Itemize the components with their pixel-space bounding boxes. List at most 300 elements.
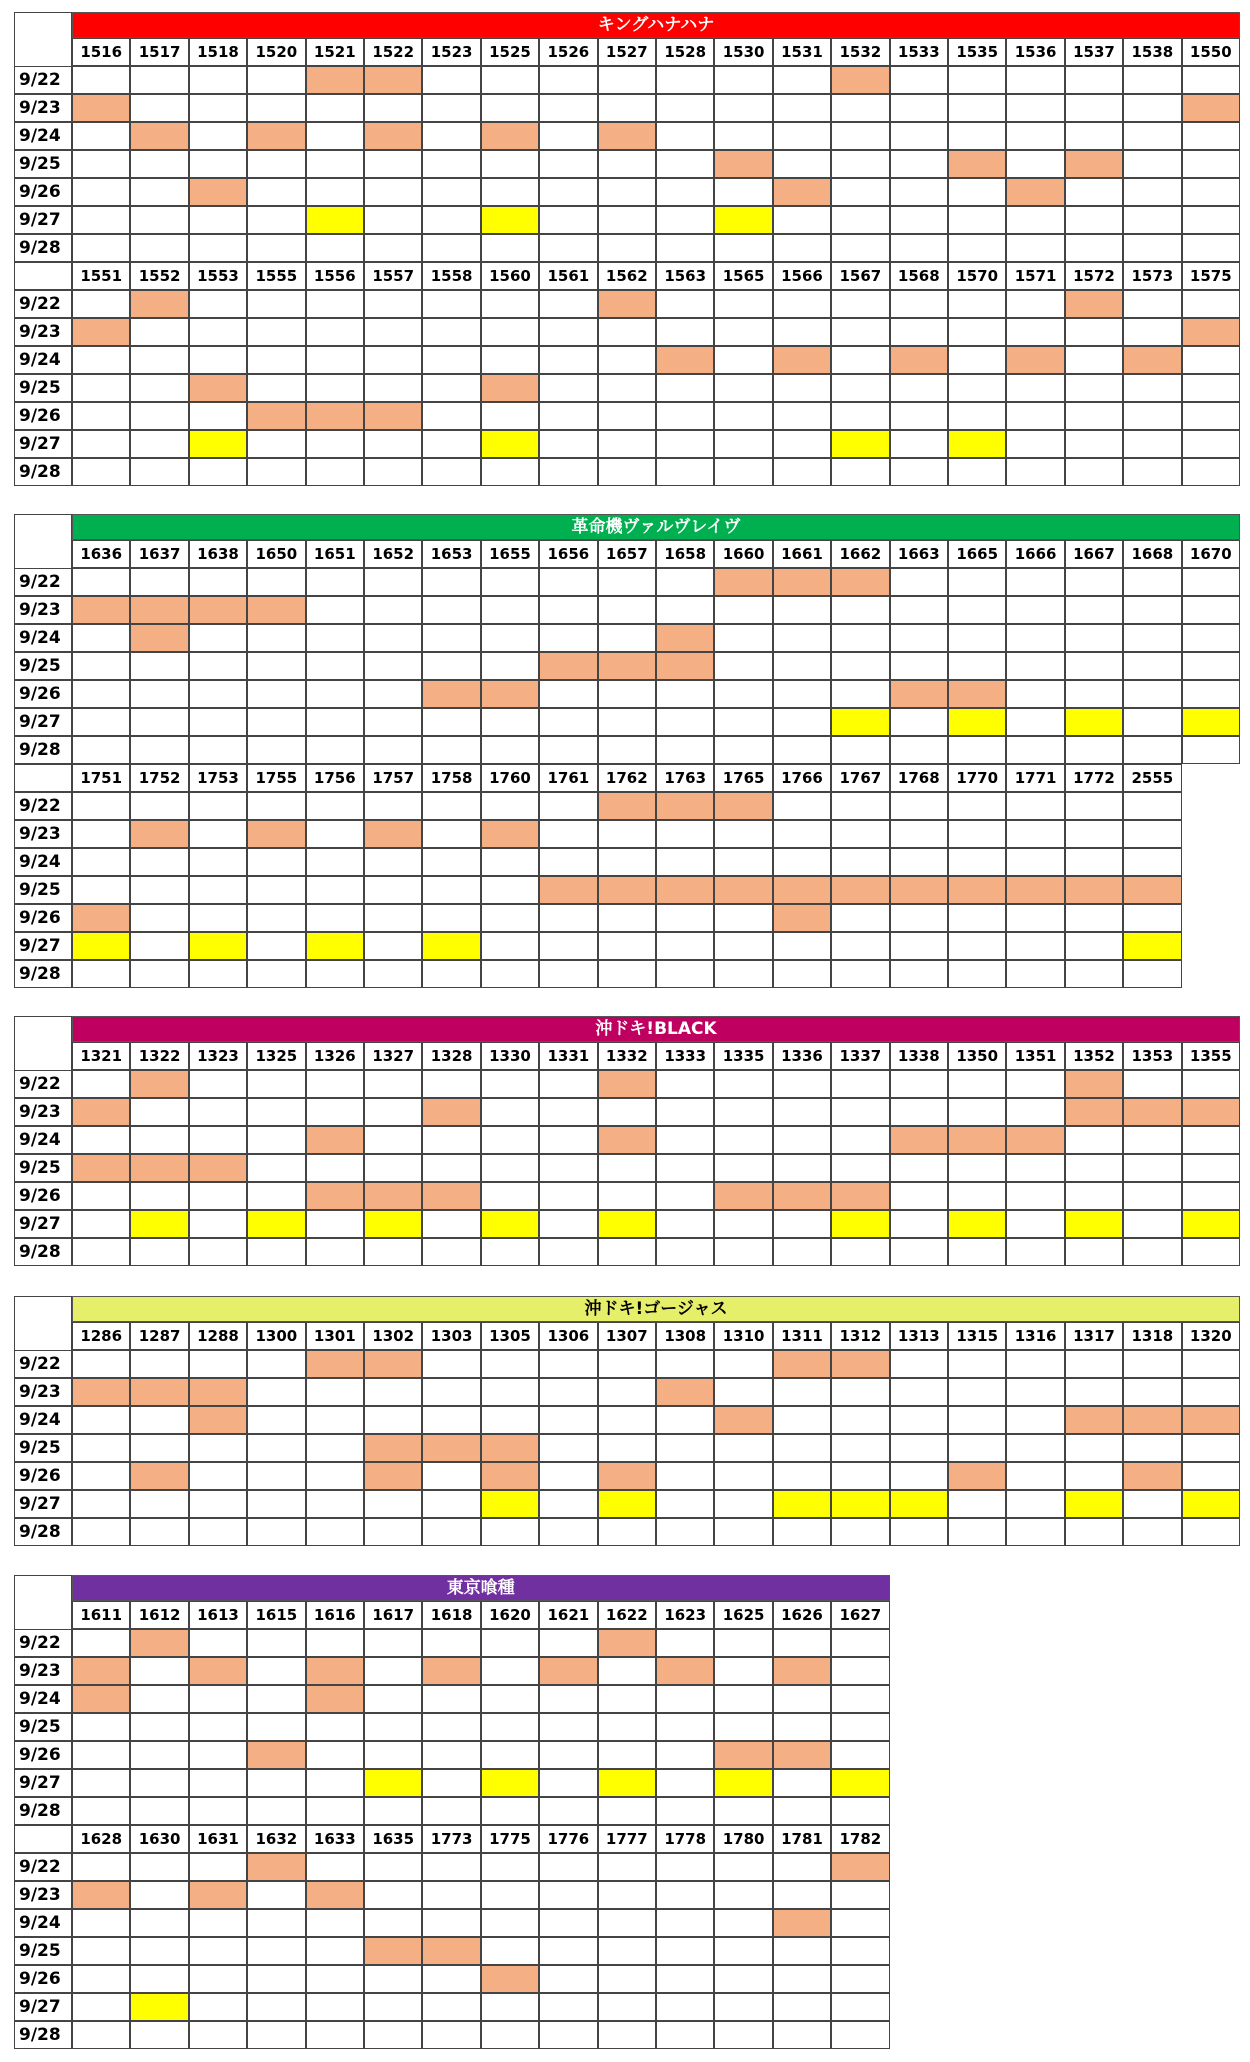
schedule-cell-salmon xyxy=(306,1350,364,1378)
schedule-cell xyxy=(189,652,247,680)
machine-number-header: 1616 xyxy=(306,1601,364,1629)
schedule-cell xyxy=(306,1797,364,1825)
schedule-cell xyxy=(1182,374,1240,402)
schedule-cell xyxy=(1065,122,1123,150)
schedule-cell xyxy=(306,624,364,652)
schedule-cell xyxy=(72,568,130,596)
schedule-cell xyxy=(422,1126,480,1154)
schedule-cell-salmon xyxy=(1123,1462,1181,1490)
schedule-cell xyxy=(598,1937,656,1965)
schedule-cell xyxy=(72,876,130,904)
schedule-cell xyxy=(481,904,539,932)
schedule-cell xyxy=(948,290,1006,318)
schedule-cell xyxy=(364,1685,422,1713)
schedule-cell xyxy=(306,960,364,988)
schedule-cell-salmon xyxy=(422,1434,480,1462)
schedule-cell xyxy=(1065,932,1123,960)
schedule-cell xyxy=(773,94,831,122)
schedule-cell xyxy=(890,94,948,122)
schedule-cell xyxy=(189,1769,247,1797)
schedule-cell xyxy=(72,1713,130,1741)
machine-number-header: 1323 xyxy=(189,1042,247,1070)
schedule-cell xyxy=(481,848,539,876)
schedule-cell xyxy=(656,932,714,960)
schedule-cell xyxy=(422,122,480,150)
machine-number-header: 1666 xyxy=(1006,540,1064,568)
schedule-cell xyxy=(539,430,597,458)
schedule-cell xyxy=(72,792,130,820)
schedule-cell xyxy=(422,1853,480,1881)
schedule-cell xyxy=(598,932,656,960)
schedule-cell-salmon xyxy=(1006,178,1064,206)
schedule-cell xyxy=(831,234,889,262)
schedule-cell xyxy=(130,66,188,94)
corner-cell xyxy=(14,1296,72,1351)
schedule-cell-salmon xyxy=(598,1070,656,1098)
schedule-cell xyxy=(1182,150,1240,178)
schedule-cell xyxy=(1006,680,1064,708)
schedule-cell xyxy=(656,234,714,262)
schedule-cell-salmon xyxy=(598,1126,656,1154)
schedule-cell-salmon xyxy=(831,1350,889,1378)
schedule-cell xyxy=(1065,1238,1123,1266)
schedule-cell xyxy=(247,2021,305,2049)
schedule-cell xyxy=(598,1881,656,1909)
corner-cell xyxy=(14,514,72,569)
schedule-cell-yellow xyxy=(130,1993,188,2021)
corner-cell xyxy=(14,1575,72,1630)
schedule-cell xyxy=(247,1154,305,1182)
schedule-cell xyxy=(189,1518,247,1546)
schedule-cell xyxy=(656,1098,714,1126)
schedule-cell xyxy=(948,346,1006,374)
schedule-cell xyxy=(481,876,539,904)
schedule-cell xyxy=(831,206,889,234)
schedule-cell xyxy=(306,1993,364,2021)
schedule-cell xyxy=(1123,1070,1181,1098)
date-label: 9/27 xyxy=(14,932,72,960)
schedule-cell xyxy=(481,736,539,764)
schedule-cell xyxy=(130,94,188,122)
schedule-cell xyxy=(72,1350,130,1378)
schedule-cell xyxy=(481,94,539,122)
machine-number-header: 1555 xyxy=(247,262,305,290)
schedule-cell xyxy=(130,932,188,960)
schedule-cell xyxy=(481,1853,539,1881)
machine-number-header: 1668 xyxy=(1123,540,1181,568)
schedule-cell xyxy=(656,122,714,150)
schedule-cell xyxy=(1123,680,1181,708)
schedule-cell xyxy=(1182,122,1240,150)
schedule-cell xyxy=(481,402,539,430)
schedule-cell xyxy=(656,178,714,206)
machine-number-header: 1327 xyxy=(364,1042,422,1070)
machine-number-header: 1758 xyxy=(422,764,480,792)
schedule-cell xyxy=(130,430,188,458)
schedule-cell xyxy=(422,1070,480,1098)
schedule-cell xyxy=(890,708,948,736)
schedule-cell xyxy=(422,150,480,178)
schedule-cell xyxy=(1182,430,1240,458)
schedule-cell xyxy=(422,1881,480,1909)
schedule-cell xyxy=(773,206,831,234)
date-label: 9/25 xyxy=(14,1154,72,1182)
schedule-cell-salmon xyxy=(1065,1070,1123,1098)
schedule-cell xyxy=(831,1741,889,1769)
machine-number-header: 1558 xyxy=(422,262,480,290)
date-label: 9/27 xyxy=(14,1210,72,1238)
schedule-cell xyxy=(364,1909,422,1937)
schedule-cell-salmon xyxy=(656,346,714,374)
schedule-cell xyxy=(130,374,188,402)
schedule-cell xyxy=(1006,1378,1064,1406)
schedule-cell-salmon xyxy=(306,1182,364,1210)
schedule-cell xyxy=(656,960,714,988)
machine-number-header: 1752 xyxy=(130,764,188,792)
schedule-cell xyxy=(247,346,305,374)
schedule-cell xyxy=(1182,1238,1240,1266)
schedule-cell xyxy=(306,596,364,624)
schedule-cell-salmon xyxy=(773,1657,831,1685)
schedule-cell xyxy=(1182,652,1240,680)
schedule-cell xyxy=(422,792,480,820)
machine-number-header: 1532 xyxy=(831,38,889,66)
date-label: 9/28 xyxy=(14,234,72,262)
schedule-cell xyxy=(1123,430,1181,458)
date-label: 9/23 xyxy=(14,94,72,122)
schedule-cell xyxy=(831,792,889,820)
schedule-cell xyxy=(306,150,364,178)
schedule-cell xyxy=(1182,234,1240,262)
schedule-cell xyxy=(656,1769,714,1797)
schedule-cell-yellow xyxy=(598,1490,656,1518)
schedule-cell xyxy=(1006,402,1064,430)
schedule-cell xyxy=(72,458,130,486)
machine-number-header: 1627 xyxy=(831,1601,889,1629)
schedule-cell xyxy=(247,94,305,122)
date-label: 9/28 xyxy=(14,1238,72,1266)
schedule-cell xyxy=(890,820,948,848)
schedule-cell xyxy=(422,402,480,430)
schedule-cell-yellow xyxy=(1123,932,1181,960)
date-label: 9/26 xyxy=(14,178,72,206)
schedule-cell xyxy=(364,792,422,820)
schedule-cell xyxy=(306,1853,364,1881)
schedule-cell xyxy=(1065,234,1123,262)
machine-number-header: 1567 xyxy=(831,262,889,290)
schedule-cell xyxy=(539,624,597,652)
machine-number-header: 1652 xyxy=(364,540,422,568)
schedule-cell xyxy=(72,1629,130,1657)
schedule-cell xyxy=(1006,960,1064,988)
machine-number-header: 1535 xyxy=(948,38,1006,66)
schedule-cell xyxy=(773,1881,831,1909)
schedule-cell xyxy=(72,1490,130,1518)
schedule-cell xyxy=(1065,1518,1123,1546)
schedule-cell xyxy=(130,708,188,736)
schedule-cell xyxy=(773,1853,831,1881)
schedule-cell xyxy=(656,318,714,346)
schedule-cell xyxy=(72,708,130,736)
schedule-cell xyxy=(189,2021,247,2049)
schedule-cell xyxy=(773,1378,831,1406)
schedule-cell xyxy=(72,1853,130,1881)
date-label: 9/27 xyxy=(14,708,72,736)
schedule-cell xyxy=(189,1070,247,1098)
schedule-cell xyxy=(364,596,422,624)
schedule-cell-salmon xyxy=(247,596,305,624)
schedule-cell xyxy=(890,848,948,876)
schedule-cell-salmon xyxy=(773,346,831,374)
schedule-cell xyxy=(656,66,714,94)
schedule-cell xyxy=(130,568,188,596)
schedule-cell-yellow xyxy=(306,206,364,234)
schedule-cell xyxy=(72,1909,130,1937)
schedule-cell xyxy=(306,708,364,736)
schedule-cell xyxy=(773,1070,831,1098)
schedule-cell xyxy=(72,680,130,708)
schedule-cell-yellow xyxy=(364,1769,422,1797)
schedule-cell-salmon xyxy=(481,1462,539,1490)
schedule-cell xyxy=(1065,318,1123,346)
schedule-cell-salmon xyxy=(72,94,130,122)
schedule-cell xyxy=(656,430,714,458)
schedule-cell xyxy=(714,1154,772,1182)
schedule-cell xyxy=(72,1965,130,1993)
schedule-cell xyxy=(1006,122,1064,150)
schedule-cell xyxy=(247,652,305,680)
schedule-cell xyxy=(247,1881,305,1909)
schedule-cell-salmon xyxy=(598,122,656,150)
machine-number-header: 1552 xyxy=(130,262,188,290)
schedule-cell xyxy=(130,1098,188,1126)
schedule-cell xyxy=(306,234,364,262)
schedule-cell xyxy=(539,1685,597,1713)
schedule-cell xyxy=(1006,318,1064,346)
schedule-cell xyxy=(714,1350,772,1378)
schedule-cell xyxy=(306,1965,364,1993)
schedule-cell xyxy=(948,402,1006,430)
schedule-cell xyxy=(1182,66,1240,94)
schedule-cell xyxy=(773,680,831,708)
schedule-cell xyxy=(714,1518,772,1546)
schedule-cell-salmon xyxy=(364,1434,422,1462)
machine-number-header: 1762 xyxy=(598,764,656,792)
schedule-cell xyxy=(948,374,1006,402)
schedule-cell xyxy=(364,1881,422,1909)
schedule-cell-salmon xyxy=(247,122,305,150)
schedule-cell xyxy=(948,960,1006,988)
schedule-cell xyxy=(831,290,889,318)
schedule-cell xyxy=(539,680,597,708)
schedule-cell xyxy=(481,1685,539,1713)
schedule-cell xyxy=(656,708,714,736)
machine-number-header: 1307 xyxy=(598,1322,656,1350)
schedule-cell xyxy=(831,1629,889,1657)
section-title: 沖ドキ!ゴージャス xyxy=(72,1296,1240,1322)
schedule-cell xyxy=(714,1993,772,2021)
schedule-cell xyxy=(130,1657,188,1685)
schedule-cell xyxy=(306,1713,364,1741)
schedule-cell xyxy=(598,206,656,234)
schedule-cell xyxy=(1123,94,1181,122)
machine-number-header: 1311 xyxy=(773,1322,831,1350)
schedule-cell-salmon xyxy=(890,346,948,374)
schedule-cell xyxy=(656,680,714,708)
schedule-cell xyxy=(130,1490,188,1518)
schedule-cell xyxy=(1006,458,1064,486)
schedule-cell xyxy=(598,1909,656,1937)
date-label: 9/24 xyxy=(14,1909,72,1937)
schedule-cell-salmon xyxy=(189,1154,247,1182)
date-label: 9/25 xyxy=(14,876,72,904)
schedule-cell xyxy=(364,1853,422,1881)
date-label: 9/27 xyxy=(14,430,72,458)
schedule-cell xyxy=(890,1350,948,1378)
date-label: 9/26 xyxy=(14,904,72,932)
schedule-cell xyxy=(481,932,539,960)
machine-number-header: 1531 xyxy=(773,38,831,66)
schedule-cell xyxy=(1006,1210,1064,1238)
schedule-cell-salmon xyxy=(72,904,130,932)
schedule-cell xyxy=(1006,820,1064,848)
schedule-cell xyxy=(422,234,480,262)
machine-number-header: 1330 xyxy=(481,1042,539,1070)
schedule-cell-yellow xyxy=(1065,1210,1123,1238)
schedule-cell xyxy=(422,876,480,904)
schedule-cell xyxy=(773,1406,831,1434)
schedule-cell xyxy=(831,1713,889,1741)
schedule-cell xyxy=(1123,1238,1181,1266)
schedule-cell xyxy=(1123,318,1181,346)
machine-number-header: 1636 xyxy=(72,540,130,568)
schedule-cell xyxy=(189,1238,247,1266)
schedule-cell xyxy=(189,1713,247,1741)
schedule-cell xyxy=(364,206,422,234)
schedule-cell-salmon xyxy=(1006,346,1064,374)
schedule-cell-salmon xyxy=(948,876,1006,904)
schedule-cell xyxy=(189,1629,247,1657)
schedule-cell-salmon xyxy=(1065,150,1123,178)
schedule-cell xyxy=(247,66,305,94)
schedule-cell xyxy=(656,1182,714,1210)
machine-number-header: 1780 xyxy=(714,1825,772,1853)
schedule-cell xyxy=(831,960,889,988)
schedule-cell xyxy=(364,876,422,904)
schedule-cell xyxy=(130,2021,188,2049)
schedule-cell xyxy=(247,1434,305,1462)
schedule-cell-salmon xyxy=(130,1378,188,1406)
schedule-cell-yellow xyxy=(1065,1490,1123,1518)
schedule-cell xyxy=(130,1853,188,1881)
schedule-cell-salmon xyxy=(130,122,188,150)
schedule-cell xyxy=(831,1657,889,1685)
schedule-cell-yellow xyxy=(598,1210,656,1238)
schedule-cell xyxy=(364,1406,422,1434)
schedule-cell-salmon xyxy=(1065,290,1123,318)
schedule-cell xyxy=(1065,680,1123,708)
schedule-cell-yellow xyxy=(247,1210,305,1238)
schedule-cell-salmon xyxy=(1182,1406,1240,1434)
schedule-cell xyxy=(539,1126,597,1154)
schedule-cell xyxy=(189,402,247,430)
schedule-cell xyxy=(890,792,948,820)
machine-number-header: 1618 xyxy=(422,1601,480,1629)
schedule-cell xyxy=(948,1378,1006,1406)
schedule-cell xyxy=(306,1434,364,1462)
schedule-cell xyxy=(72,820,130,848)
schedule-cell-yellow xyxy=(422,932,480,960)
machine-number-header: 1563 xyxy=(656,262,714,290)
machine-number-header: 1333 xyxy=(656,1042,714,1070)
schedule-cell xyxy=(773,1937,831,1965)
schedule-cell xyxy=(656,1490,714,1518)
machine-number-header: 1621 xyxy=(539,1601,597,1629)
schedule-cell xyxy=(1182,596,1240,624)
schedule-cell xyxy=(72,1210,130,1238)
schedule-cell xyxy=(364,904,422,932)
schedule-cell xyxy=(422,1154,480,1182)
schedule-cell xyxy=(714,374,772,402)
schedule-cell xyxy=(130,1434,188,1462)
schedule-cell-salmon xyxy=(189,1378,247,1406)
schedule-cell xyxy=(656,150,714,178)
schedule-cell xyxy=(364,1741,422,1769)
schedule-cell xyxy=(247,374,305,402)
schedule-cell xyxy=(890,1210,948,1238)
schedule-cell xyxy=(714,2021,772,2049)
schedule-cell xyxy=(364,736,422,764)
schedule-cell-yellow xyxy=(714,206,772,234)
machine-number-header: 1661 xyxy=(773,540,831,568)
schedule-cell xyxy=(1182,1350,1240,1378)
schedule-cell xyxy=(831,1909,889,1937)
machine-number-header: 1568 xyxy=(890,262,948,290)
schedule-cell xyxy=(656,1993,714,2021)
schedule-cell xyxy=(831,1434,889,1462)
machine-number-header: 1350 xyxy=(948,1042,1006,1070)
schedule-cell xyxy=(422,1713,480,1741)
schedule-cell-yellow xyxy=(481,206,539,234)
schedule-cell xyxy=(890,430,948,458)
schedule-cell xyxy=(306,652,364,680)
schedule-cell xyxy=(890,652,948,680)
schedule-cell xyxy=(481,150,539,178)
schedule-cell xyxy=(598,904,656,932)
schedule-cell xyxy=(72,346,130,374)
date-label: 9/23 xyxy=(14,596,72,624)
schedule-cell xyxy=(714,94,772,122)
schedule-cell-salmon xyxy=(831,1853,889,1881)
schedule-cell xyxy=(422,1490,480,1518)
schedule-cell xyxy=(481,1098,539,1126)
machine-number-header: 1772 xyxy=(1065,764,1123,792)
schedule-cell xyxy=(306,848,364,876)
schedule-cell-yellow xyxy=(890,1490,948,1518)
schedule-cell xyxy=(1182,1462,1240,1490)
schedule-cell xyxy=(247,1070,305,1098)
schedule-cell xyxy=(539,290,597,318)
schedule-cell xyxy=(1123,568,1181,596)
schedule-cell xyxy=(773,1685,831,1713)
schedule-cell-salmon xyxy=(773,1182,831,1210)
schedule-cell-yellow xyxy=(831,1490,889,1518)
schedule-cell xyxy=(539,1797,597,1825)
schedule-cell xyxy=(656,1685,714,1713)
schedule-cell xyxy=(306,680,364,708)
schedule-cell xyxy=(481,234,539,262)
schedule-cell xyxy=(714,402,772,430)
